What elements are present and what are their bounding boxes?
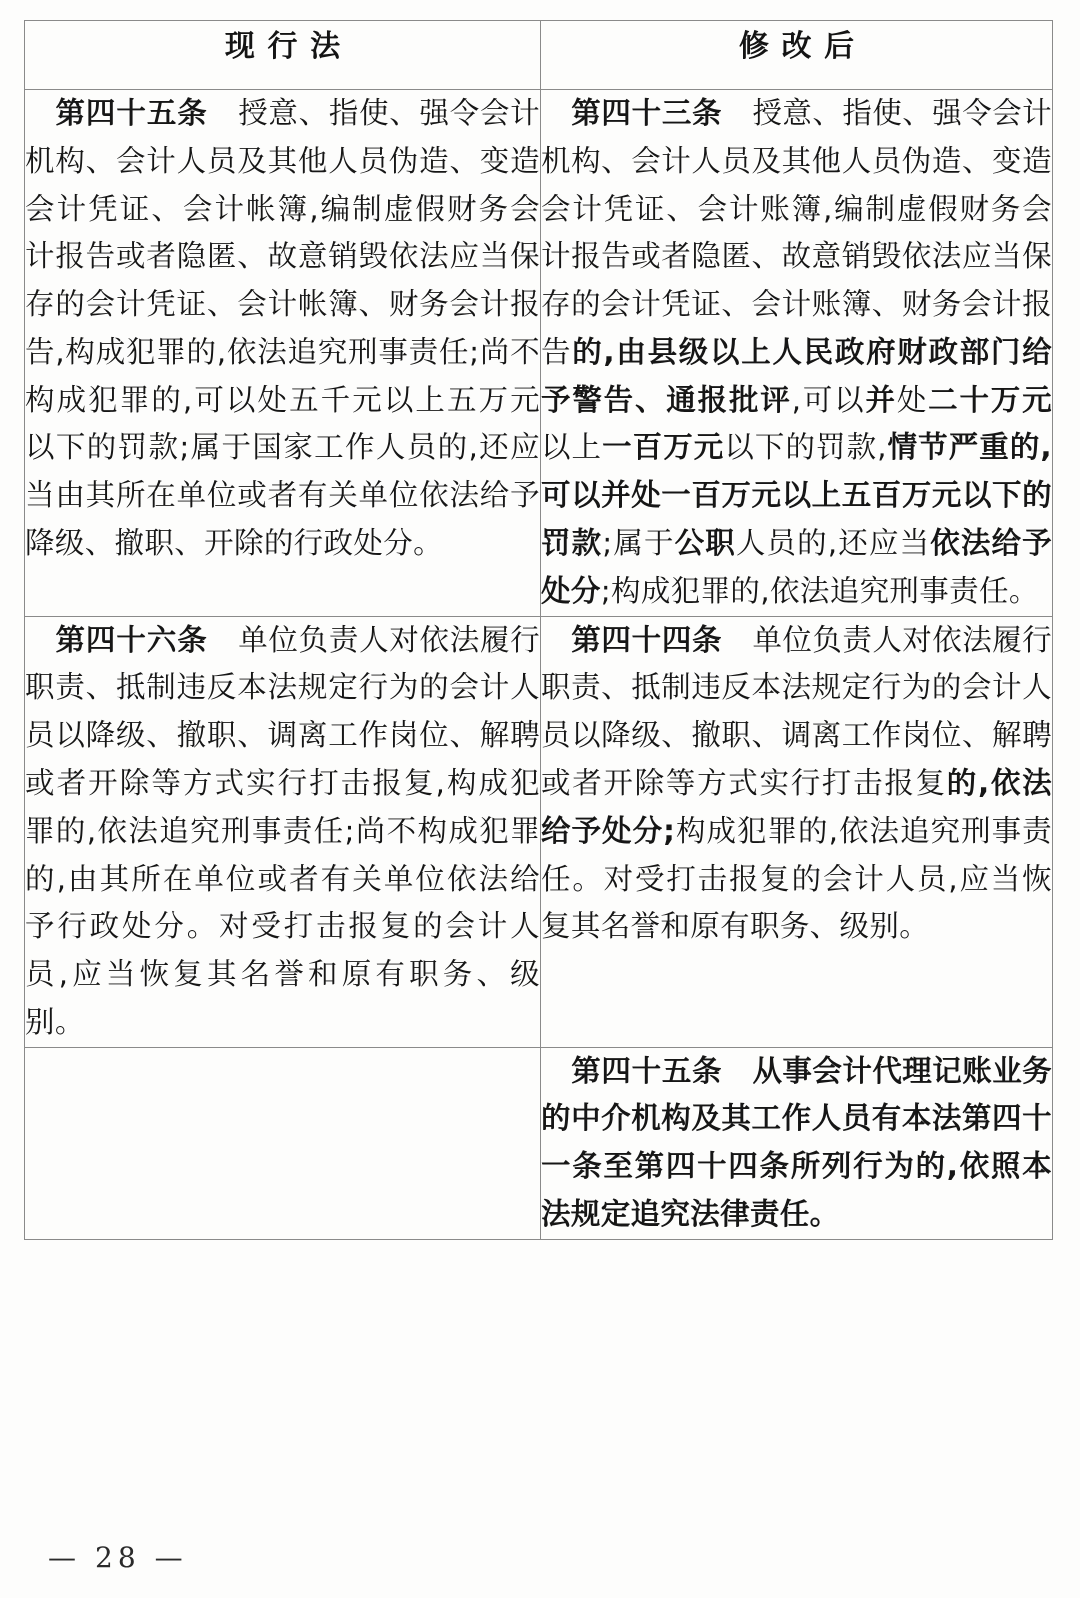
article-number: 第四十五条 bbox=[541, 1053, 723, 1088]
text-run: ,可以 bbox=[791, 382, 866, 417]
amended-text-run: 并 bbox=[865, 382, 897, 417]
text-run: 人员的,还应当 bbox=[735, 526, 931, 561]
table-row bbox=[25, 90, 1053, 617]
cell-amended-article-44 bbox=[541, 616, 1053, 1047]
text-run: 以上 bbox=[541, 430, 603, 465]
article-number-gap bbox=[722, 623, 752, 657]
amended-text-run: 二十万元 bbox=[928, 382, 1052, 417]
article-number: 第四十三条 bbox=[541, 96, 723, 130]
text-run: 以下的罚款, bbox=[724, 430, 887, 465]
text-run: 单位负责人对依法履行职责、抵制违反本法规定行为的会计人员以降级、撤职、调离工作岗位、解聘或者开除等方式实行打击报复 bbox=[541, 622, 1053, 800]
article-number-gap bbox=[208, 96, 238, 130]
paragraph bbox=[541, 617, 1052, 951]
text-run: ;属于 bbox=[602, 526, 675, 561]
amended-text-run: 一百万元 bbox=[602, 430, 725, 465]
amended-text-run: 情节严重的,可以并处一百万元以上五百万元以下的罚款 bbox=[541, 430, 1052, 561]
paragraph bbox=[541, 1048, 1052, 1239]
amended-text-run: 公职 bbox=[674, 526, 736, 561]
amended-text-run: 的,由县级以上人民政府财政部门给予警告、通报批评 bbox=[541, 334, 1052, 417]
paragraph bbox=[25, 90, 540, 568]
cell-current-empty bbox=[25, 1047, 541, 1239]
cell-current-article-45 bbox=[25, 90, 541, 617]
header-amended-law: 修改后 bbox=[541, 21, 1053, 90]
header-current-law: 现行法 bbox=[25, 21, 541, 90]
paragraph bbox=[25, 617, 540, 1047]
paragraph bbox=[541, 90, 1052, 616]
article-number-gap bbox=[208, 623, 238, 657]
text-run: ;构成犯罪的,依法追究刑事责任。 bbox=[600, 573, 1039, 608]
cell-amended-article-45-new bbox=[541, 1047, 1053, 1239]
amended-text-run: 的,依法给予处分; bbox=[541, 765, 1053, 848]
amended-text-run: 依法给予处分 bbox=[541, 526, 1052, 608]
page-number: — 28 — bbox=[48, 1540, 188, 1574]
text-run: 授意、指使、强令会计机构、会计人员及其他人员伪造、变造会计凭证、会计帐簿,编制虚假财务会计报告或者隐匿、故意销毁依法应当保存的会计凭证、会计帐簿、财务会计报告,构成犯罪的,依法追究刑事责任;尚不构成犯罪的,可以处五千元以上五万元以下的罚款;属于国家工作人员的,还应当由其所在单位或者有关单位依法给予降级、撤职、开除的行政处分。 bbox=[25, 96, 541, 561]
table-row bbox=[25, 616, 1053, 1047]
article-number: 第四十六条 bbox=[25, 622, 208, 657]
law-comparison-table bbox=[24, 20, 1053, 1240]
cell-amended-article-43 bbox=[541, 90, 1053, 617]
text-run: 授意、指使、强令会计机构、会计人员及其他人员伪造、变造会计凭证、会计账簿,编制虚假财务会计报告或者隐匿、故意销毁依法应当保存的会计凭证、会计账簿、财务会计报告 bbox=[541, 96, 1053, 369]
article-number: 第四十四条 bbox=[541, 622, 723, 657]
article-number: 第四十五条 bbox=[25, 96, 208, 130]
article-number-gap bbox=[722, 1054, 752, 1088]
page-footer bbox=[0, 1532, 1080, 1582]
amended-text-run: 从事会计代理记账业务的中介机构及其工作人员有本法第四十一条至第四十四条所列行为的,依照本法规定追究法律责任。 bbox=[541, 1053, 1053, 1231]
cell-current-article-46 bbox=[25, 616, 541, 1047]
text-run: 单位负责人对依法履行职责、抵制违反本法规定行为的会计人员以降级、撤职、调离工作岗位、解聘或者开除等方式实行打击报复,构成犯罪的,依法追究刑事责任;尚不构成犯罪的,由其所在单位或者有关单位依法给予行政处分。对受打击报复的会计人员,应当恢复其名誉和原有职务、级别。 bbox=[25, 622, 541, 1039]
text-run: 构成犯罪的,依法追究刑事责任。对受打击报复的会计人员,应当恢复其名誉和原有职务、级别。 bbox=[541, 813, 1052, 944]
article-number-gap bbox=[722, 96, 752, 130]
table-row bbox=[25, 1047, 1053, 1239]
table-body bbox=[25, 90, 1053, 1240]
text-run: 处 bbox=[896, 382, 929, 417]
table-header-row bbox=[25, 21, 1053, 90]
